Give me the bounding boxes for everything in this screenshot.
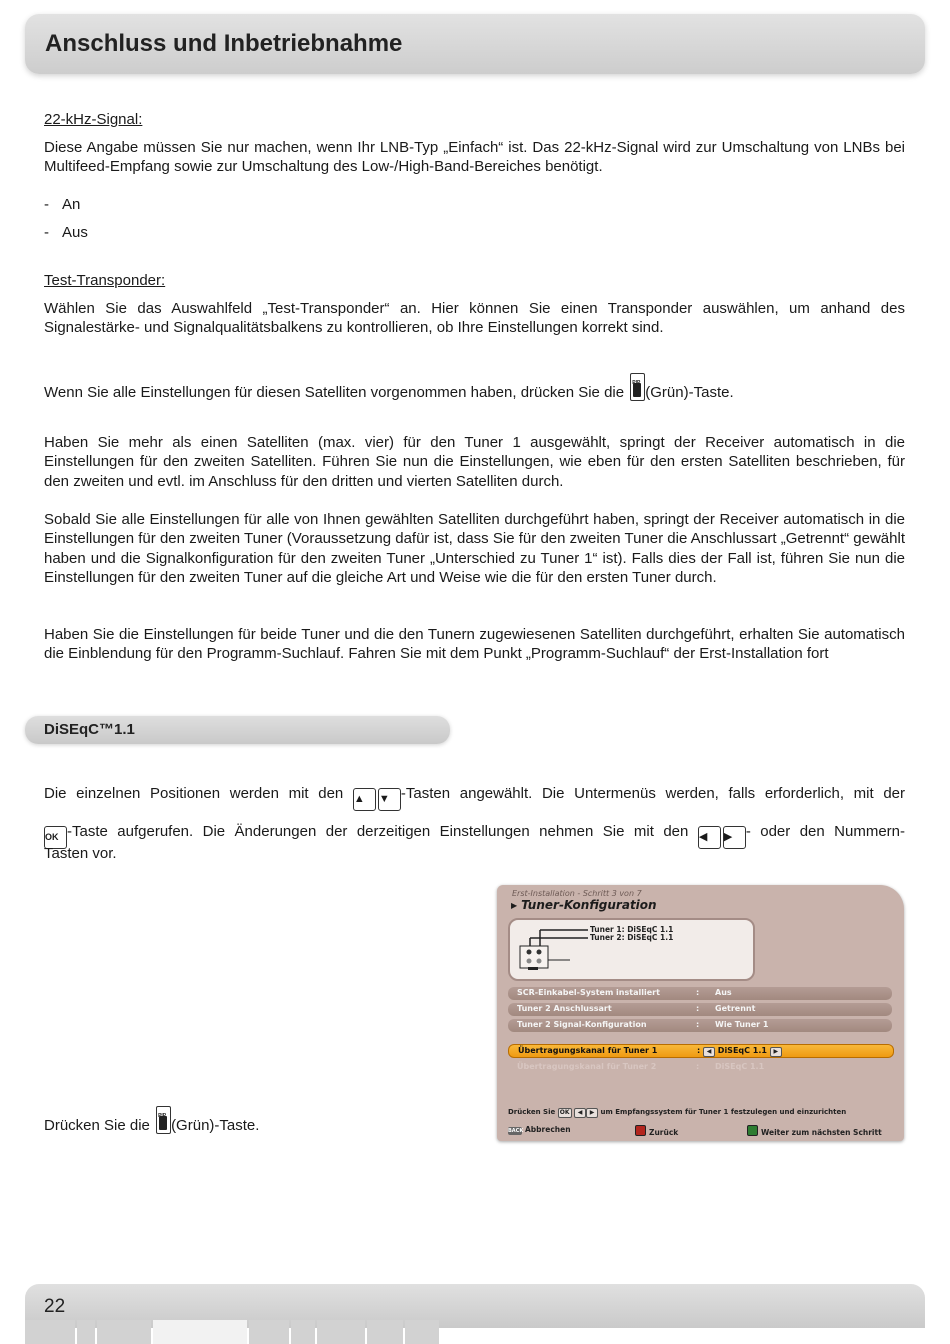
tv-hint-before: Drücken Sie bbox=[508, 1108, 556, 1116]
tv-left-arrow-icon: ◀ bbox=[703, 1047, 715, 1057]
diseqc-line1-after: -Tasten angewählt. Die Untermenüs werden, falls erforderlich, mit der bbox=[400, 785, 906, 802]
diseqc-line2-after: - oder den Nummern- bbox=[745, 823, 905, 840]
tv-tuner-diagram bbox=[508, 918, 755, 981]
footer-tab bbox=[291, 1320, 315, 1344]
tv-step-label: Erst-Installation - Schritt 3 von 7 bbox=[512, 889, 642, 898]
tv-row-sep: : bbox=[696, 1020, 700, 1029]
tv-row-sep: : bbox=[696, 1062, 700, 1071]
khz-heading-text: 22-kHz-Signal: bbox=[44, 111, 143, 128]
diseqc-heading: DiSEqC™1.1 bbox=[44, 721, 135, 738]
diseqc-line3-text: Tasten vor. bbox=[44, 845, 117, 862]
paragraph-2 bbox=[44, 510, 905, 587]
tv-row-label: Tuner 2 Signal-Konfiguration bbox=[517, 1020, 647, 1029]
page-number: 22 bbox=[44, 1296, 66, 1317]
tv-row-value: DiSEqC 1.1 bbox=[717, 1046, 767, 1055]
down-key-icon: ▼ bbox=[378, 788, 401, 811]
diseqc-line-1 bbox=[44, 779, 905, 811]
paragraph-3 bbox=[44, 625, 905, 664]
green-line-after: (Grün)-Taste. bbox=[645, 384, 734, 401]
footer-tab bbox=[97, 1320, 151, 1344]
green-key-line bbox=[44, 373, 905, 402]
test-text: Wählen Sie das Auswahlfeld „Test-Transponder“ an. Hier können Sie einen Transponder auswählen, um anhand des Signalestärke- und Signalqualitätsbalkens zu kontrollieren, ob Ihre Einstellungen korrekt sind. bbox=[44, 300, 905, 337]
footer-tab bbox=[317, 1320, 365, 1344]
test-heading bbox=[44, 271, 905, 290]
page-title: Anschluss und Inbetriebnahme bbox=[45, 30, 403, 57]
tv-row-label: Übertragungskanal für Tuner 1 bbox=[518, 1046, 658, 1055]
footer-tab-active bbox=[153, 1320, 247, 1344]
press-before: Drücken Sie die bbox=[44, 1117, 155, 1134]
paragraph-3-text: Haben Sie die Einstellungen für beide Tuner und die den Tunern zugewiesenen Satelliten durchgeführt, erhalten Sie automatisch die Einblendung für den Programm-Suchlauf. Fahren Sie mit dem Punkt „Programm-Suchlauf“ der Erst-Installation fort bbox=[44, 626, 905, 663]
diseqc-line-3 bbox=[44, 844, 905, 863]
tv-back-key-icon: BACK bbox=[508, 1128, 524, 1134]
tv-right-key-icon: ▶ bbox=[586, 1108, 598, 1118]
tv-hint bbox=[508, 1108, 846, 1118]
khz-paragraph bbox=[44, 138, 905, 177]
khz-option-an-label: An bbox=[62, 196, 81, 213]
tv-back-label: Zurück bbox=[649, 1128, 679, 1137]
tv-tuner-1-label: Tuner 1: DiSEqC 1.1 bbox=[590, 925, 674, 934]
diseqc-line2-middle: -Taste aufgerufen. Die Änderungen der derzeitigen Einstellungen nehmen Sie mit den bbox=[67, 823, 698, 840]
right-key-icon: ▶ bbox=[723, 826, 746, 849]
test-heading-text: Test-Transponder: bbox=[44, 272, 166, 289]
tv-row-value-with-arrows bbox=[703, 1046, 782, 1057]
tv-row-signal-konfiguration bbox=[508, 1019, 892, 1032]
up-key-icon: ▲ bbox=[353, 788, 376, 811]
test-paragraph bbox=[44, 299, 905, 338]
tv-row-value: Wie Tuner 1 bbox=[715, 1020, 769, 1029]
footer-tab bbox=[249, 1320, 289, 1344]
tv-row-sep: : bbox=[696, 988, 700, 997]
tv-next-label: Weiter zum nächsten Schritt bbox=[761, 1128, 882, 1137]
tuner-config-screenshot bbox=[497, 885, 904, 1141]
header-bar bbox=[25, 14, 925, 74]
tv-next bbox=[747, 1125, 882, 1137]
footer-tab bbox=[367, 1320, 403, 1344]
tv-row-label: Übertragungskanal für Tuner 2 bbox=[517, 1062, 657, 1071]
tv-abort bbox=[508, 1125, 571, 1135]
diseqc-section-bar bbox=[25, 716, 450, 744]
footer-tab bbox=[77, 1320, 95, 1344]
left-key-icon: ◀ bbox=[698, 826, 721, 849]
green-pip-key-icon-2 bbox=[156, 1106, 171, 1134]
diseqc-press-green bbox=[44, 1106, 464, 1135]
footer-tab bbox=[25, 1320, 75, 1344]
khz-option-aus-label: Aus bbox=[62, 224, 88, 241]
footer-tabs bbox=[25, 1320, 445, 1344]
tv-row-scr bbox=[508, 987, 892, 1000]
tv-row-kanal-tuner1-highlighted bbox=[508, 1044, 894, 1058]
khz-text: Diese Angabe müssen Sie nur machen, wenn Ihr LNB-Typ „Einfach“ ist. Das 22-kHz-Signal wird zur Umschaltung von LNBs bei Multifeed-Empfang sowie zur Umschaltung des Low-/High-Band-Bereiches benötigt. bbox=[44, 139, 905, 176]
green-key-icon bbox=[747, 1125, 758, 1136]
tv-back bbox=[635, 1125, 678, 1137]
tv-tuner-2-label: Tuner 2: DiSEqC 1.1 bbox=[590, 933, 674, 942]
tv-right-arrow-icon: ▶ bbox=[770, 1047, 782, 1057]
tv-row-sep: : bbox=[696, 1004, 700, 1013]
ok-key-icon: OK bbox=[44, 826, 67, 849]
tv-row-anschlussart bbox=[508, 1003, 892, 1016]
tv-row-value: DiSEqC 1.1 bbox=[715, 1062, 765, 1071]
tv-row-label: Tuner 2 Anschlussart bbox=[517, 1004, 612, 1013]
tv-row-sep: : bbox=[697, 1046, 701, 1055]
khz-heading bbox=[44, 110, 905, 129]
green-pip-key-icon bbox=[630, 373, 645, 401]
press-after: (Grün)-Taste. bbox=[171, 1117, 260, 1134]
tv-abort-label: Abbrechen bbox=[525, 1125, 571, 1134]
paragraph-1 bbox=[44, 433, 905, 491]
tv-row-label: SCR-Einkabel-System installiert bbox=[517, 988, 660, 997]
diseqc-line1-before: Die einzelnen Positionen werden mit den bbox=[44, 785, 353, 802]
tv-ok-key-icon: OK bbox=[558, 1108, 572, 1118]
khz-option-an: - An bbox=[44, 196, 81, 213]
tv-hint-after: um Empfangssystem für Tuner 1 festzulegen und einzurichten bbox=[600, 1108, 847, 1116]
paragraph-1-text: Haben Sie mehr als einen Satelliten (max. vier) für den Tuner 1 ausgewählt, springt der Receiver automatisch in die Einstellungen für den zweiten Satelliten. Führen Sie nun die Einstellungen, wie eben für den ersten Satelliten beschrieben, für den zweiten und evtl. im Anschluss für den dritten und vierten Satelliten durch. bbox=[44, 434, 905, 490]
tv-title: ▶ Tuner-Konfiguration bbox=[511, 898, 657, 912]
red-key-icon bbox=[635, 1125, 646, 1136]
tv-row-kanal-tuner2 bbox=[508, 1061, 892, 1074]
footer-tab bbox=[405, 1320, 439, 1344]
green-line-before: Wenn Sie alle Einstellungen für diesen Satelliten vorgenommen haben, drücken Sie die bbox=[44, 384, 629, 401]
tv-left-key-icon: ◀ bbox=[574, 1108, 586, 1118]
tv-row-value: Aus bbox=[715, 988, 732, 997]
khz-option-aus: - Aus bbox=[44, 224, 88, 241]
tv-row-value: Getrennt bbox=[715, 1004, 756, 1013]
paragraph-2-text: Sobald Sie alle Einstellungen für alle von Ihnen gewählten Satelliten durchgeführt haben, springt der Receiver automatisch in die Einstellungen für den zweiten Tuner (Voraussetzung dafür ist, dass Sie für den zweiten Tuner die Anschlussart „Getrennt“ gewählt haben und die Signalkonfiguration für den zweiten Tuner „Unterschied zu Tuner 1“ ist). Falls dies der Fall ist, führen Sie nun die Einstellungen für den zweiten Tuner auf die gleiche Art und Weise wie die für den ersten Tuner durch. bbox=[44, 511, 905, 586]
